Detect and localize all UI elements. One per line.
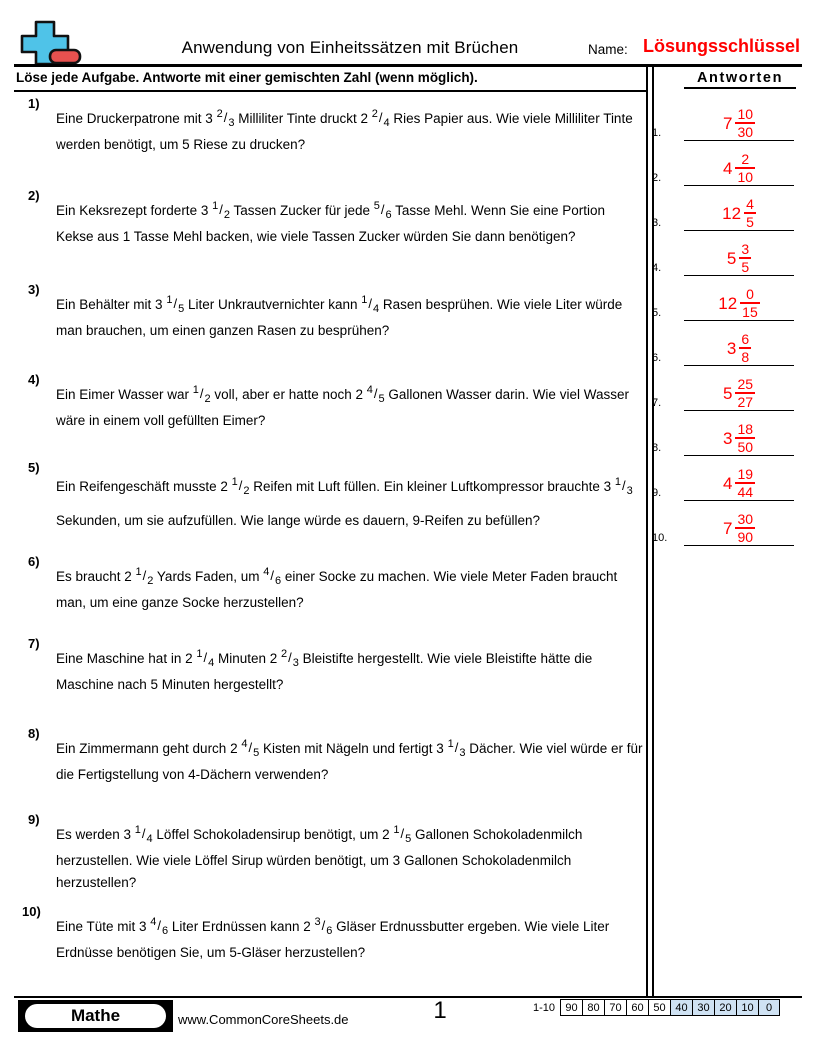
answer-value — [684, 152, 794, 184]
mixed-number — [722, 197, 756, 229]
inline-fraction: $^4/_6$ — [150, 916, 169, 937]
mixed-number — [727, 332, 751, 364]
question-item — [14, 96, 646, 156]
mixed-number — [723, 512, 755, 544]
numerator: 30 — [737, 511, 754, 528]
question-item — [14, 460, 646, 536]
instruction-divider — [14, 90, 646, 92]
inline-fraction: $^1/_5$ — [393, 824, 412, 845]
answer-row — [652, 96, 802, 141]
question-number: 3) — [28, 282, 40, 297]
whole-part: 4 — [722, 158, 733, 178]
page-header — [0, 0, 816, 68]
inline-fraction: $^1/_2$ — [135, 566, 154, 587]
inline-fraction: $^2/_4$ — [371, 108, 390, 129]
fraction-part — [744, 197, 756, 229]
fraction-part — [739, 332, 751, 364]
numerator: 25 — [737, 376, 754, 393]
question-text: Eine Maschine hat in 2 $^1/_4$ Minuten 2 $^2/_3$ Bleistifte hergestellt. Wie viele Bleistifte hätte die Maschine nach 5 Minuten hergestellt? — [56, 648, 593, 692]
mixed-number — [723, 467, 755, 499]
denominator: 27 — [737, 394, 754, 410]
inline-fraction: $^2/_3$ — [281, 648, 299, 669]
question-number: 1) — [28, 96, 40, 111]
numerator: 2 — [741, 151, 750, 168]
question-text: Eine Druckerpatrone mit 3 $^2/_3$ Milliliter Tinte druckt 2 $^2/_4$ Ries Papier aus. Wie viele Milliliter Tinte werden benötigt, um 5 Riese zu drucken? — [56, 108, 633, 152]
inline-fraction: $^1/_5$ — [166, 294, 185, 315]
fraction-part — [735, 107, 755, 139]
inline-fraction: $^1/_3$ — [614, 476, 633, 497]
answer-number: 9. — [652, 487, 662, 499]
score-scale-cell: 0 — [758, 999, 780, 1016]
question-number: 7) — [28, 636, 40, 651]
subject-badge-label: Mathe — [25, 1004, 166, 1028]
answer-row — [652, 366, 802, 411]
inline-fraction: $^1/_3$ — [447, 738, 466, 759]
answer-row — [652, 321, 802, 366]
footer-divider — [14, 996, 802, 998]
whole-part: 12 — [722, 203, 742, 223]
question-text: Es braucht 2 $^1/_2$ Yards Faden, um $^4/_6$ einer Socke zu machen. Wie viele Meter Faden braucht man, um eine ganze Socke herzustellen? — [56, 566, 618, 610]
site-url: www.CommonCoreSheets.de — [178, 1012, 349, 1027]
denominator: 5 — [746, 214, 754, 230]
inline-fraction: $^1/_2$ — [231, 476, 250, 497]
question-number: 2) — [28, 188, 40, 203]
header-divider — [14, 64, 802, 67]
question-text: Ein Behälter mit 3 $^1/_5$ Liter Unkrautvernichter kann $^1/_4$ Rasen besprühen. Wie viele Liter würde man brauchen, um einen ganzen Rasen zu besprühen? — [56, 294, 623, 338]
numerator: 6 — [741, 331, 750, 348]
fraction-part — [735, 512, 755, 544]
inline-fraction: $^1/_2$ — [212, 200, 230, 221]
whole-part: 5 — [722, 383, 733, 403]
answer-value — [684, 422, 794, 454]
answers-column-header: Antworten — [684, 70, 796, 89]
denominator: 90 — [737, 529, 754, 545]
answer-number: 6. — [652, 352, 662, 364]
denominator: 44 — [737, 484, 754, 500]
question-number: 5) — [28, 460, 40, 475]
numerator: 3 — [741, 241, 750, 258]
answer-row — [652, 501, 802, 546]
whole-part: 7 — [722, 113, 733, 133]
mixed-number — [723, 152, 755, 184]
question-number: 10) — [22, 904, 41, 919]
question-item — [14, 812, 646, 894]
answer-row — [652, 141, 802, 186]
answer-number: 1. — [652, 127, 662, 139]
score-scale-cell: 40 — [670, 999, 692, 1016]
numerator: 10 — [737, 106, 754, 123]
inline-fraction: $^1/_2$ — [192, 384, 211, 405]
inline-fraction: $^4/_6$ — [263, 566, 282, 587]
answer-number: 10. — [652, 532, 668, 544]
score-scale-cell: 60 — [626, 999, 648, 1016]
inline-fraction: $^1/_4$ — [134, 824, 153, 845]
question-number: 4) — [28, 372, 40, 387]
question-item — [14, 282, 646, 342]
inline-fraction: $^4/_5$ — [366, 384, 385, 405]
answer-value — [684, 512, 794, 544]
answer-row — [652, 186, 802, 231]
denominator: 5 — [741, 259, 750, 275]
question-text: Ein Reifengeschäft musste 2 $^1/_2$ Reifen mit Luft füllen. Ein kleiner Luftkompressor brauchte 3 $^1/_3$ Sekunden, um sie aufzufüllen. Wie lange würde es dauern, 9-Reifen zu befüllen? — [56, 476, 633, 528]
fraction-part — [735, 377, 755, 409]
plus-minus-logo-icon — [16, 20, 82, 66]
question-text: Ein Eimer Wasser war $^1/_2$ voll, aber er hatte noch 2 $^4/_5$ Gallonen Wasser darin. Wie viel Wasser wäre in einem voll gefüllten Eimer? — [56, 384, 629, 428]
score-scale-cell: 50 — [648, 999, 670, 1016]
inline-fraction: $^1/_4$ — [196, 648, 215, 669]
answer-number: 8. — [652, 442, 662, 454]
answer-underline — [684, 545, 794, 546]
answer-value — [684, 332, 794, 364]
whole-part: 5 — [726, 248, 737, 268]
answer-value — [684, 197, 794, 229]
answer-row — [652, 411, 802, 456]
fraction-part — [740, 287, 760, 319]
score-scale-cell: 30 — [692, 999, 714, 1016]
mixed-number — [727, 242, 751, 274]
fraction-part — [735, 152, 755, 184]
whole-part: 12 — [718, 293, 738, 313]
whole-part: 7 — [722, 518, 733, 538]
whole-part: 4 — [722, 473, 733, 493]
name-label: Name: — [588, 42, 628, 57]
score-scale-cell: 80 — [582, 999, 604, 1016]
question-text: Es werden 3 $^1/_4$ Löffel Schokoladensirup benötigt, um 2 $^1/_5$ Gallonen Schokoladenmilch herzustellen. Wie viele Löffel Sirup würden benötigt, um 3 Gallonen Schokoladenmilch herzustellen? — [56, 824, 583, 890]
denominator: 8 — [741, 349, 750, 365]
instruction-text: Löse jede Aufgabe. Antworte mit einer gemischten Zahl (wenn möglich). — [16, 70, 478, 85]
denominator: 30 — [737, 124, 754, 140]
answer-value — [684, 287, 794, 319]
score-scale — [533, 999, 780, 1016]
question-item — [14, 904, 646, 964]
answer-number: 4. — [652, 262, 662, 274]
question-item — [14, 372, 646, 432]
mixed-number — [723, 377, 755, 409]
mixed-number — [723, 107, 755, 139]
answer-number: 3. — [652, 217, 662, 229]
subject-badge — [18, 1000, 173, 1032]
whole-part: 3 — [722, 428, 733, 448]
numerator: 4 — [746, 196, 754, 213]
answers-list — [652, 96, 802, 546]
answer-value — [684, 377, 794, 409]
question-item — [14, 554, 646, 614]
mixed-number — [718, 287, 760, 319]
score-scale-label: 1-10 — [533, 1001, 556, 1014]
page-title: Anwendung von Einheitssätzen mit Brüchen — [181, 38, 519, 57]
question-item — [14, 636, 646, 696]
question-text: Ein Keksrezept forderte 3 $^1/_2$ Tassen Zucker für jede $^5/_6$ Tasse Mehl. Wenn Sie eine Portion Kekse aus 1 Tasse Mehl backen, wie viele Tassen Zucker würden Sie dann benötigen? — [56, 200, 606, 244]
whole-part: 3 — [726, 338, 737, 358]
score-scale-cells — [560, 999, 780, 1016]
fraction-part — [735, 422, 755, 454]
numerator: 19 — [737, 466, 754, 483]
answer-value — [684, 107, 794, 139]
answer-value — [684, 242, 794, 274]
answer-row — [652, 231, 802, 276]
inline-fraction: $^2/_3$ — [216, 108, 235, 129]
divider-line-left — [646, 64, 648, 996]
denominator: 50 — [737, 439, 754, 455]
answer-value — [684, 467, 794, 499]
score-scale-cell: 90 — [560, 999, 582, 1016]
denominator: 10 — [737, 169, 754, 185]
fraction-part — [739, 242, 751, 274]
answer-number: 5. — [652, 307, 662, 319]
score-scale-cell: 20 — [714, 999, 736, 1016]
inline-fraction: $^3/_6$ — [314, 916, 333, 937]
mixed-number — [723, 422, 755, 454]
answer-number: 2. — [652, 172, 662, 184]
inline-fraction: $^1/_4$ — [361, 294, 380, 315]
question-text: Eine Tüte mit 3 $^4/_6$ Liter Erdnüssen kann 2 $^3/_6$ Gläser Erdnussbutter ergeben. Wie viele Liter Erdnüsse benötigen Sie, um 5-Gläser herzustellen? — [56, 916, 610, 960]
score-scale-cell: 10 — [736, 999, 758, 1016]
inline-fraction: $^4/_5$ — [241, 738, 260, 759]
inline-fraction: $^5/_6$ — [373, 200, 392, 221]
answer-number: 7. — [652, 397, 662, 409]
numerator: 0 — [746, 286, 754, 303]
question-number: 8) — [28, 726, 40, 741]
question-text: Ein Zimmermann geht durch 2 $^4/_5$ Kisten mit Nägeln und fertigt 3 $^1/_3$ Dächer. Wie viel würde er für die Fertigstellung von 4-Dächern verwenden? — [56, 738, 643, 782]
answer-key-badge: Lösungsschlüssel — [643, 36, 801, 56]
question-number: 6) — [28, 554, 40, 569]
question-item — [14, 188, 646, 248]
answer-row — [652, 276, 802, 321]
denominator: 15 — [742, 304, 758, 320]
page-number: 1 — [433, 997, 447, 1024]
score-scale-cell: 70 — [604, 999, 626, 1016]
fraction-part — [735, 467, 755, 499]
question-item — [14, 726, 646, 786]
answer-row — [652, 456, 802, 501]
numerator: 18 — [737, 421, 754, 438]
question-number: 9) — [28, 812, 40, 827]
